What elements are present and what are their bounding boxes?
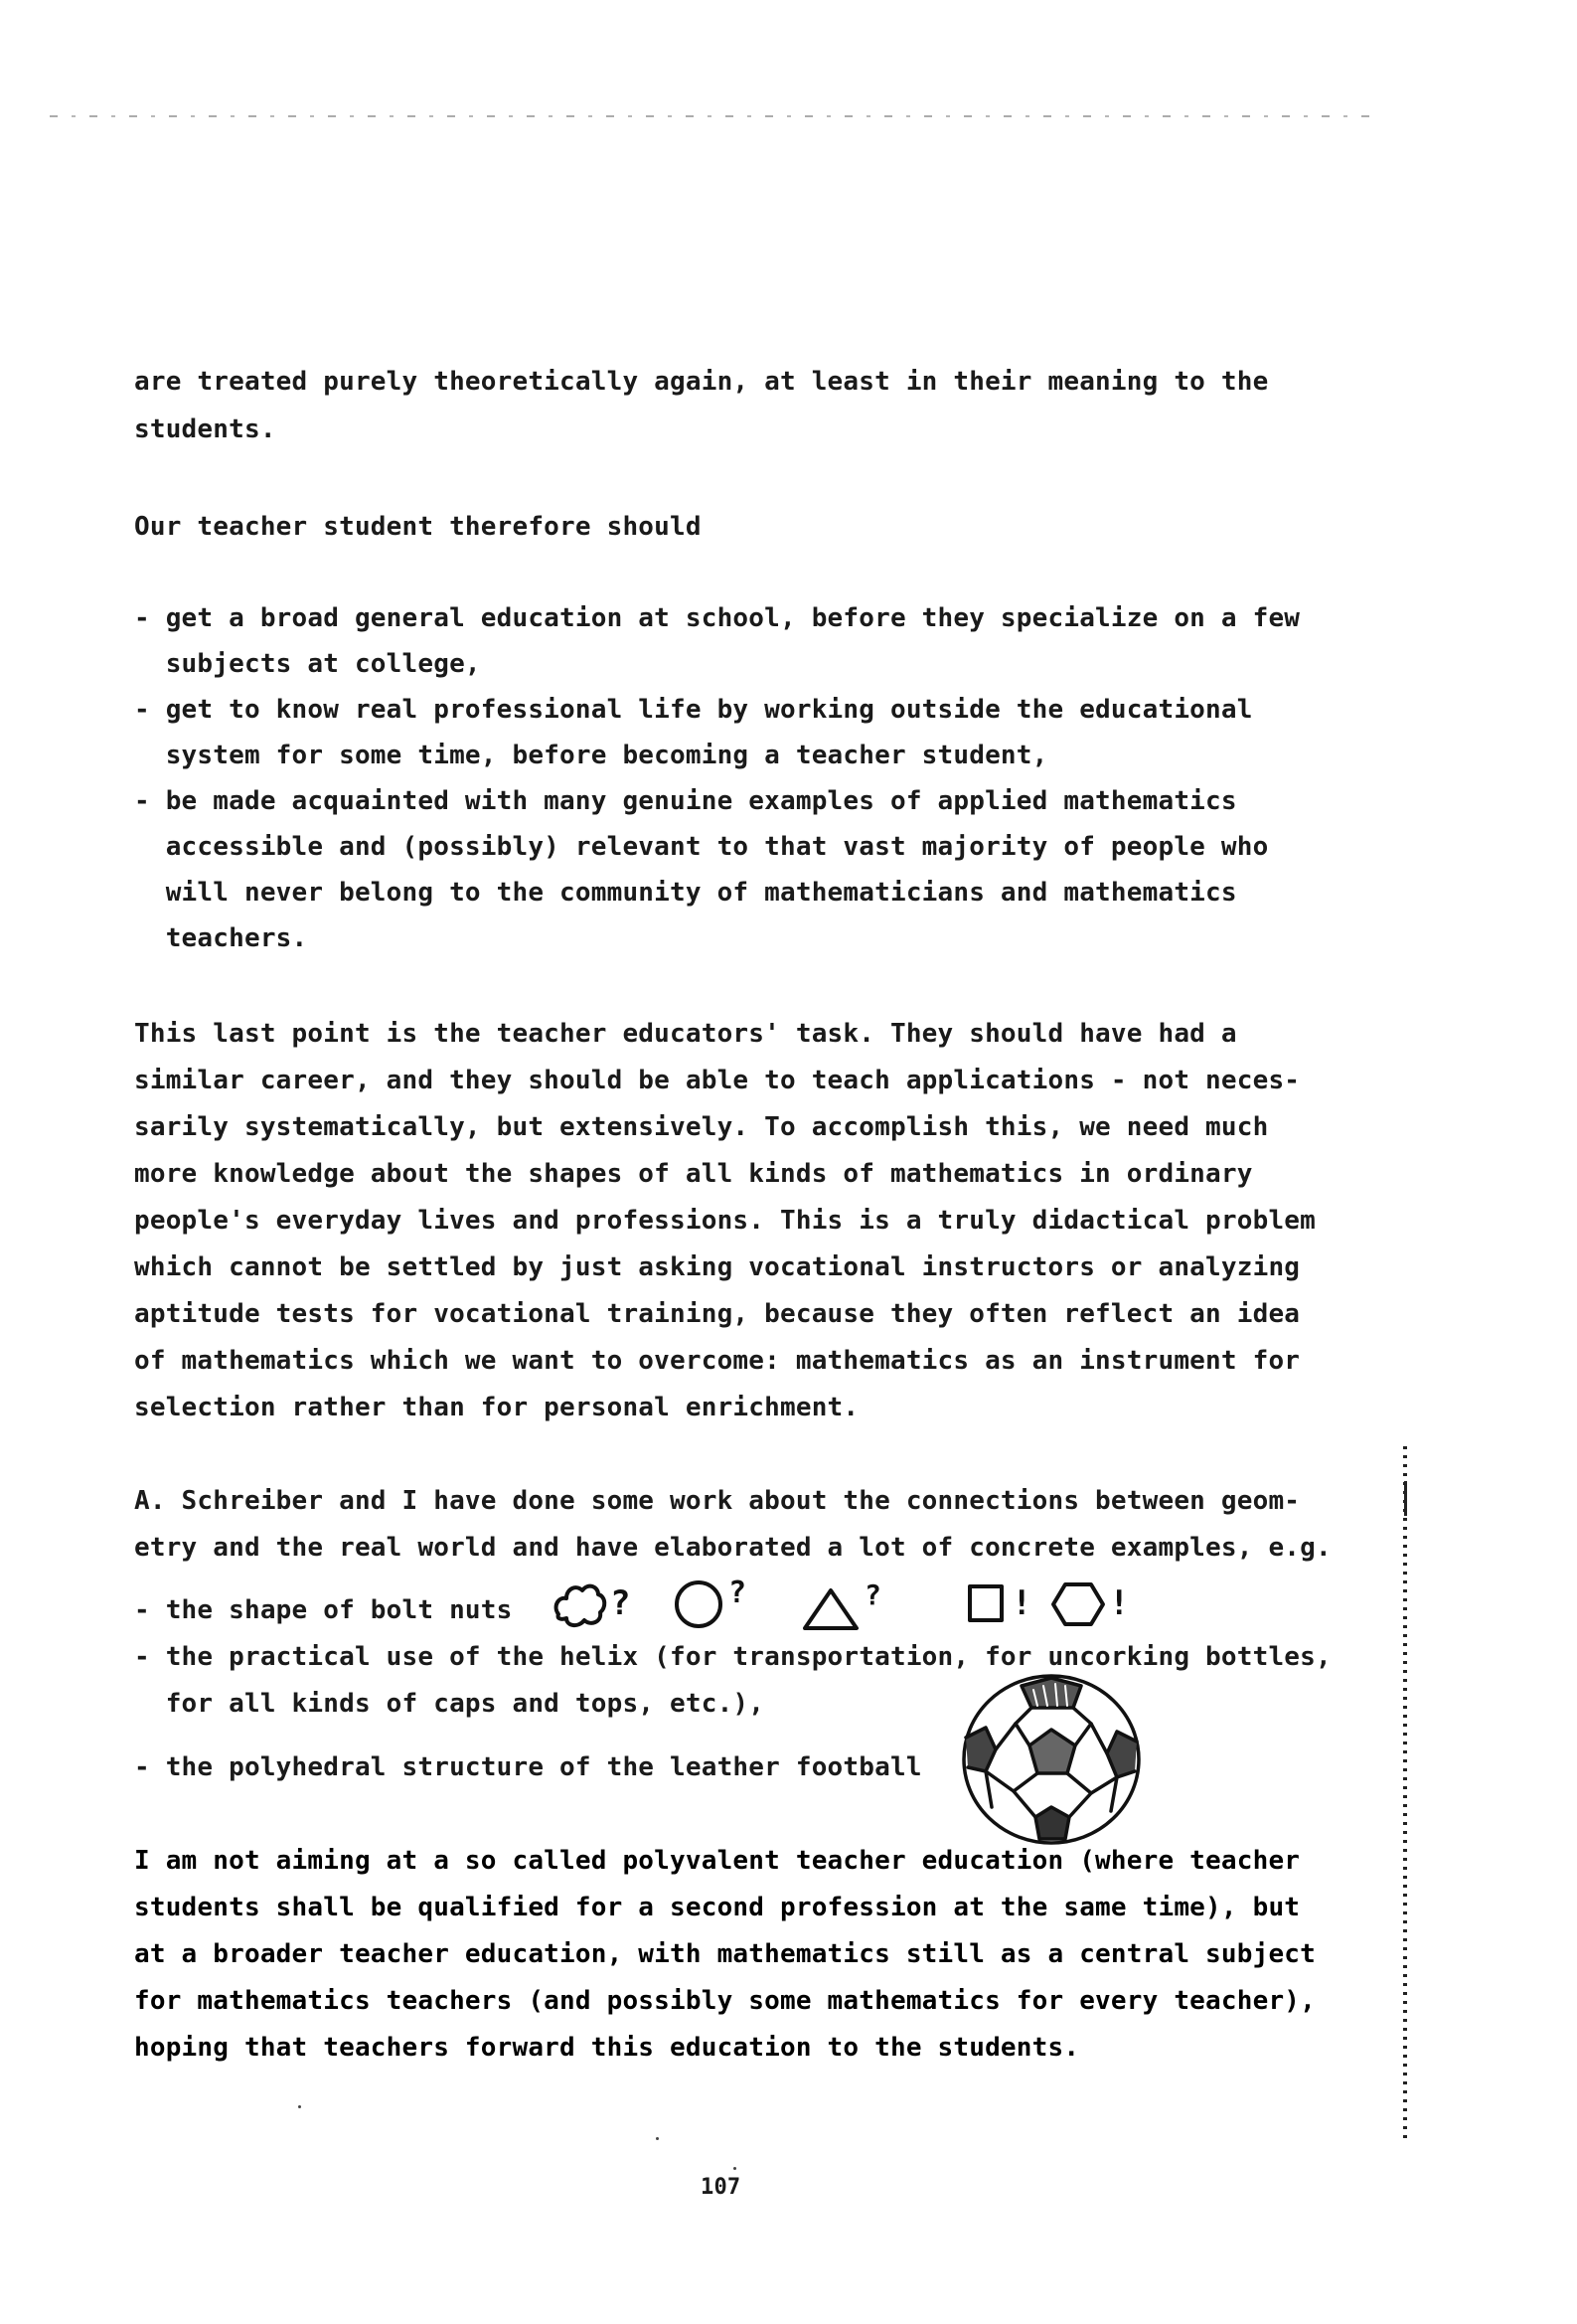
p5-line-2: students shall be qualified for a second profession at the same time), but xyxy=(134,1893,1301,1922)
list2-item3: - the polyhedral structure of the leather football xyxy=(134,1752,922,1782)
list1-item1-line1: - get a broad general education at school, before they specialize on a few xyxy=(134,603,1301,633)
p3-line-5: people's everyday lives and professions. This is a truly didactical problem xyxy=(134,1206,1316,1236)
list1-item3-line2: accessible and (possibly) relevant to that vast majority of people who xyxy=(134,832,1269,862)
top-scan-rule xyxy=(50,115,1371,117)
p3-line-7: aptitude tests for vocational training, because they often reflect an idea xyxy=(134,1299,1301,1329)
scan-speck xyxy=(733,2167,736,2170)
hexagon-nut-icon xyxy=(1053,1584,1103,1624)
circle-nut-icon xyxy=(677,1582,720,1626)
list1-item3-line4: teachers. xyxy=(134,923,308,953)
mark-4: ! xyxy=(1012,1583,1032,1623)
p1-line-1: are treated purely theoretically again, at least in their meaning to the xyxy=(134,367,1269,397)
list2-item2-line1: - the practical use of the helix (for transportation, for uncorking bottles, xyxy=(134,1642,1332,1672)
right-margin-scan-mark xyxy=(1403,1446,1407,2142)
list1-item3-line3: will never belong to the community of mathematicians and mathematics xyxy=(134,878,1237,908)
scan-speck xyxy=(656,2137,659,2140)
list2-item1: - the shape of bolt nuts xyxy=(134,1595,513,1625)
mark-2: ? xyxy=(728,1576,747,1610)
p5-line-1: I am not aiming at a so called polyvalent teacher education (where teacher xyxy=(134,1846,1301,1876)
mark-5: ! xyxy=(1109,1583,1130,1623)
p3-line-4: more knowledge about the shapes of all kinds of mathematics in ordinary xyxy=(134,1159,1253,1189)
p4-line-2: etry and the real world and have elaborated a lot of concrete examples, e.g. xyxy=(134,1533,1332,1563)
mark-3: ? xyxy=(865,1578,882,1611)
page-number: 107 xyxy=(701,2175,741,2200)
p4-line-1: A. Schreiber and I have done some work about the connections between geom- xyxy=(134,1486,1301,1516)
list2-item2-line2: for all kinds of caps and tops, etc.), xyxy=(134,1689,765,1719)
irregular-nut-icon xyxy=(556,1586,605,1625)
list1-item2-line1: - get to know real professional life by working outside the educational xyxy=(134,695,1253,725)
p3-line-1: This last point is the teacher educators' task. They should have had a xyxy=(134,1019,1237,1049)
football-icon xyxy=(952,1668,1151,1851)
square-nut-icon xyxy=(970,1586,1002,1620)
p3-line-3: sarily systematically, but extensively. To accomplish this, we need much xyxy=(134,1112,1269,1142)
list1-item1-line2: subjects at college, xyxy=(134,649,481,679)
p1-line-2: students. xyxy=(134,415,276,444)
triangle-nut-icon xyxy=(805,1590,857,1628)
mark-1: ? xyxy=(610,1583,631,1623)
p3-line-9: selection rather than for personal enrichment. xyxy=(134,1393,860,1422)
p3-line-2: similar career, and they should be able to teach applications - not neces- xyxy=(134,1066,1301,1095)
bolt-nut-shapes xyxy=(545,1571,1220,1634)
scan-speck xyxy=(298,2105,301,2108)
p3-line-8: of mathematics which we want to overcome: mathematics as an instrument for xyxy=(134,1346,1301,1376)
list1-item2-line2: system for some time, before becoming a teacher student, xyxy=(134,741,1048,770)
right-margin-solid-mark xyxy=(1404,1481,1407,1516)
p5-line-5: hoping that teachers forward this education to the students. xyxy=(134,2033,1080,2063)
p5-line-3: at a broader teacher education, with mathematics still as a central subject xyxy=(134,1939,1316,1969)
p5-line-4: for mathematics teachers (and possibly some mathematics for every teacher), xyxy=(134,1986,1316,2016)
p3-line-6: which cannot be settled by just asking vocational instructors or analyzing xyxy=(134,1252,1301,1282)
p2-line: Our teacher student therefore should xyxy=(134,512,702,542)
list1-item3-line1: - be made acquainted with many genuine examples of applied mathematics xyxy=(134,786,1237,816)
